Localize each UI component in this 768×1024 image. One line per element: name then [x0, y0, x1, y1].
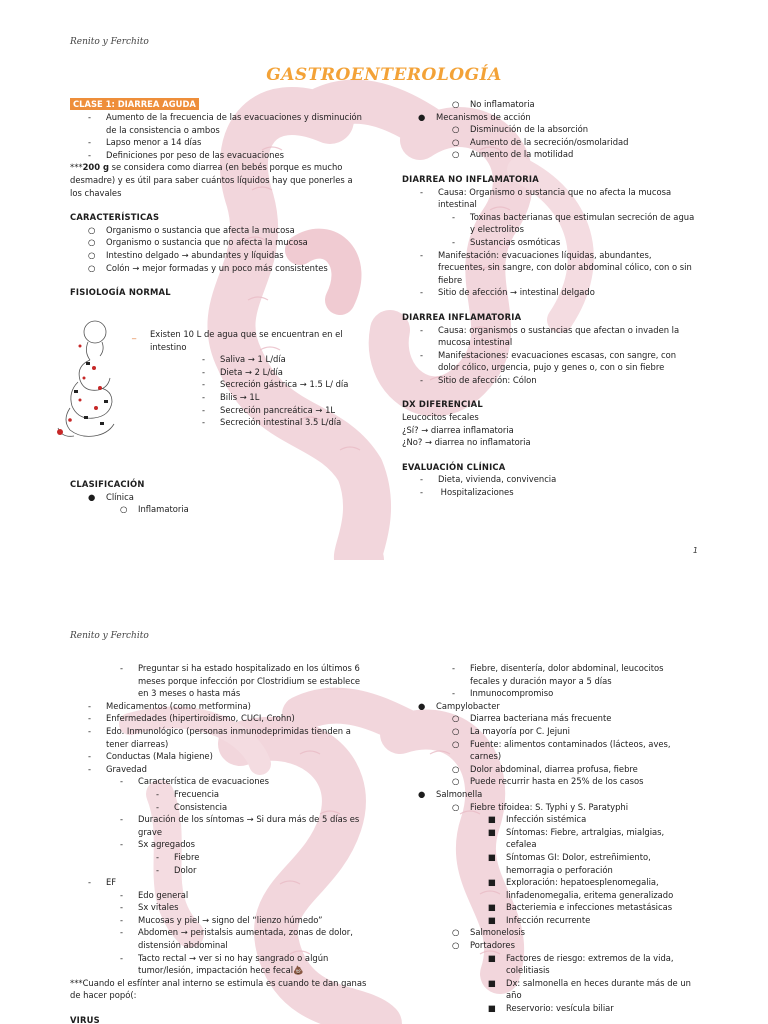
page-header: Renito y Ferchito	[70, 631, 149, 641]
list-item: Salmonelosis	[470, 927, 526, 938]
list-item: Tacto rectal → ver si no hay sangrado o algún	[138, 952, 329, 963]
list-item: Característica de evacuaciones	[138, 776, 270, 787]
list-item: Bacteriemia e infecciones metastásicas	[506, 902, 673, 913]
fisiologia-block: _ Existen 10 L de agua que se encuentran en el intestino - Saliva → 1 L/día - Dieta → 2 L/día - Secreción gástrica → 1.5 L/ día - Bilis → 1L - Secreción pancreática → 1L - Secreción intestinal 3.5 L/día	[132, 329, 349, 428]
dx-line: ¿No? → diarrea no inflamatoria	[402, 437, 531, 448]
list-item: Medicamentos (como metformina)	[106, 700, 251, 711]
list-item: Sitio de afección: Cólon	[438, 374, 537, 385]
list-item: Abdomen → peristalsis aumentada, zonas de dolor,	[138, 927, 353, 938]
list-item: Dolor abdominal, diarrea profusa, fiebre	[470, 763, 638, 774]
list-item: Organismo o sustancia que no afecta la mucosa	[106, 237, 308, 248]
list-item: Infección sistémica	[506, 814, 587, 825]
list-item: Infección recurrente	[506, 914, 591, 925]
list-item: No inflamatoria	[470, 99, 535, 109]
list-item: Inflamatoria	[138, 504, 189, 515]
section-heading: DX DIFERENCIAL	[402, 399, 483, 410]
list-item: Consistencia	[174, 801, 228, 812]
note-line: se considera como diarrea (en bebés porque es mucho	[108, 162, 343, 173]
list-item: Toxinas bacterianas que estimulan secreción de agua	[470, 211, 695, 222]
list-item: Gravedad	[106, 763, 147, 774]
list-item: Síntomas GI: Dolor, estreñimiento,	[506, 851, 651, 862]
left-column-p2: - Preguntar si ha estado hospitalizado en los últimos 6 meses porque infección por Clostridium se establece en 3 meses o hasta más - Medicamentos (como metformina) - Enfermedades (hipertiroidismo, CUCI, Crohn) - Edo. Inmunológico (personas inmunodeprimidas tienden a tener diarreas) - Conductas (Mala higiene) - Gravedad - Característica de evacuaciones - Frecuencia - Consistencia - Duración de los síntomas → Si dura más de 5 días es grave - Sx agregados - Fiebre - Dolor - EF - Edo general - Sx vitales - Mucosas y piel → signo del “lienzo húmedo” - Abdomen → peristalsis aumentada, zonas de dolor, distensión abdominal - Tacto rectal → ver si no hay sangrado o algún tumor/lesión, impactación hece fecal💩 ***Cuando el esfínter anal interno se estimula es cuando te dan ganas de hacer popó(: VIRUS	[70, 662, 380, 1024]
list-item: Sx agregados	[138, 839, 196, 850]
list-item: Clínica	[106, 491, 134, 502]
list-item: Organismo o sustancia que afecta la mucosa	[106, 224, 295, 235]
fluid-item: Secreción gástrica → 1.5 L/ día	[220, 379, 349, 390]
list-item: Preguntar si ha estado hospitalizado en los últimos 6	[138, 663, 360, 673]
list-item: Portadores	[470, 940, 515, 951]
list-item: Colón → mejor formadas y un poco más consistentes	[106, 262, 328, 273]
list-item: Manifestaciones: evacuaciones escasas, con sangre, con	[438, 349, 677, 360]
section-heading: DIARREA INFLAMATORIA	[402, 311, 522, 322]
clasificacion-block: CLASIFICACIÓN ● Clínica ○ Inflamatoria	[70, 478, 370, 516]
list-item: Mecanismos de acción	[436, 111, 531, 122]
list-item: Frecuencia	[174, 788, 220, 799]
list-item: Causa: Organismo o sustancia que no afecta la mucosa	[438, 186, 672, 197]
list-item: Enfermedades (hipertiroidismo, CUCI, Crohn)	[106, 713, 295, 724]
list-item: Conductas (Mala higiene)	[106, 751, 213, 762]
document-title: GASTROENTEROLOGÍA	[266, 65, 502, 85]
list-item: Disminución de la absorción	[470, 124, 589, 135]
page-number: 1	[692, 546, 698, 555]
list-item: Edo general	[138, 889, 189, 900]
list-item: Fiebre	[174, 851, 200, 862]
list-item: Dx: salmonella en heces durante más de un	[506, 977, 691, 988]
list-item: Dolor	[174, 864, 197, 875]
list-item: Intestino delgado → abundantes y líquidas	[106, 249, 284, 260]
note-bold: 200 g	[82, 162, 109, 173]
list-item: Exploración: hepatoesplenomegalia,	[506, 877, 659, 888]
fisiologia-text: intestino	[150, 341, 187, 352]
dx-line: Leucocitos fecales	[402, 412, 479, 423]
note-line: de hacer popó(:	[70, 990, 137, 1001]
list-item: Fiebre tifoidea: S. Typhi y S. Paratyphi	[470, 801, 629, 812]
fluid-item: Secreción intestinal 3.5 L/día	[220, 417, 342, 428]
list-item: Duración de los síntomas → Si dura más de 5 días es	[138, 814, 360, 825]
dx-line: ¿Sí? → diarrea inflamatoria	[402, 424, 514, 435]
list-item: Factores de riesgo: extremos de la vida,	[506, 952, 674, 963]
list-item: Dieta, vivienda, convivencia	[438, 474, 557, 485]
digestive-system-illustration	[50, 316, 130, 441]
section-heading: CARACTERÍSTICAS	[70, 212, 160, 223]
right-column-p2: - Fiebre, disentería, dolor abdominal, leucocitos fecales y duración mayor a 5 días - Inmunocompromiso ● Campylobacter ○ Diarrea bacteriana más frecuente ○ La mayoría por C. Jejuni ○ Fuente: alimentos contaminados (lácteos, aves, carnes) ○ Dolor abdominal, diarrea profusa, fiebre ○ Puede recurrir hasta en 25% de los casos ● Salmonella ○ Fiebre tifoidea: S. Typhi y S. Paratyphi ■ Infección sistémica ■ Síntomas: Fiebre, artralgias, mialgias, cefalea ■ Síntomas GI: Dolor, estreñimiento, hemorragia o perforación ■ Exploración: hepatoesplenomegalia, linfadenomegalia, eritema generalizado ■ Bacteriemia e infecciones metastásicas ■ Infección recurrente ○ Salmonelosis ○ Portadores ■ Factores de riesgo: extremos de la vida, colelitiasis ■ Dx: salmonella en heces durante más de un año ■ Reservorio: vesícula biliar	[418, 663, 691, 1014]
fluid-item: Secreción pancreática → 1L	[220, 404, 336, 415]
list-item: Síntomas: Fiebre, artralgias, mialgias,	[506, 826, 665, 837]
list-item: Reservorio: vesícula biliar	[506, 1003, 614, 1014]
right-column-p1: ○ No inflamatoria ● Mecanismos de acción ○ Disminución de la absorción ○ Aumento de la secreción/osmolaridad ○ Aumento de la motilidad DIARREA NO INFLAMATORIA - Causa: Organismo o sustancia que no afecta la mucosa intestinal - Toxinas bacterianas que estimulan secreción de agua y electrolitos - Sustancias osmóticas - Manifestación: evacuaciones líquidas, abundantes, frecuentes, sin sangre, con dolor abdominal cólico, con o sin fiebre - Sitio de afección → intestinal delgado DIARREA INFLAMATORIA - Causa: organismos o sustancias que afectan o invaden la mucosa intestinal - Manifestaciones: evacuaciones escasas, con sangre, con dolor cólico, urgencia, pujo y genes o, con o sin fiebre - Sitio de afección: Cólon DX DIFERENCIAL Leucocitos fecales ¿Sí? → diarrea inflamatoria ¿No? → diarrea no inflamatoria EVALUACIÓN CLÍNICA - Dieta, vivienda, convivencia - Hospitalizaciones	[402, 98, 712, 499]
list-item: EF	[106, 877, 117, 888]
list-item: Causa: organismos o sustancias que afectan o invaden la	[438, 324, 680, 335]
fluid-item: Saliva → 1 L/día	[220, 354, 286, 365]
section-heading: EVALUACIÓN CLÍNICA	[402, 461, 506, 472]
note-line: ***Cuando el esfínter anal interno se estimula es cuando te dan ganas	[70, 977, 367, 988]
list-item: La mayoría por C. Jejuni	[470, 725, 571, 736]
list-item: Aumento de la motilidad	[470, 149, 574, 160]
left-column-p1: CLASE 1: DIARREA AGUDA - Aumento de la frecuencia de las evacuaciones y disminución de la consistencia o ambos - Lapso menor a 14 días - Definiciones por peso de las evacuaciones ***200 g se considera como diarrea (en bebés porque es mucho desmadre) y es útil para saber cuántos líquidos hay que ponerles a los chavales CARACTERÍSTICAS ○ Organismo o sustancia que afecta la mucosa ○ Organismo o sustancia que no afecta la mucosa ○ Intestino delgado → abundantes y líquidas ○ Colón → mejor formadas y un poco más consistentes FISIOLOGÍA NORMAL	[70, 98, 370, 299]
fluid-item: Bilis → 1L	[220, 391, 260, 402]
definition-line: Lapso menor a 14 días	[106, 137, 202, 148]
class-heading: CLASE 1: DIARREA AGUDA	[70, 98, 199, 110]
note-line: desmadre) y es útil para saber cuántos líquidos hay que ponerles a	[70, 174, 353, 185]
list-item: Edo. Inmunológico (personas inmunodeprimidas tienden a	[106, 725, 351, 736]
note-line: los chavales	[70, 187, 122, 198]
section-heading: FISIOLOGÍA NORMAL	[70, 287, 171, 298]
section-heading: VIRUS	[70, 1015, 100, 1024]
fluid-item: Dieta → 2 L/día	[220, 366, 283, 377]
list-item: Salmonella	[436, 788, 483, 799]
list-item: Inmunocompromiso	[470, 688, 554, 699]
page-2	[0, 594, 768, 1024]
list-item: Fuente: alimentos contaminados (lácteos, aves,	[470, 738, 671, 749]
list-item: Aumento de la secreción/osmolaridad	[470, 136, 629, 147]
list-item: Fiebre, disentería, dolor abdominal, leucocitos	[470, 663, 664, 673]
definition-line: Aumento de la frecuencia de las evacuaciones y disminución	[106, 112, 362, 122]
definition-line: Definiciones por peso de las evacuaciones	[106, 149, 284, 160]
list-item: Manifestación: evacuaciones líquidas, abundantes,	[438, 249, 652, 260]
page-header: Renito y Ferchito	[70, 37, 149, 47]
fisiologia-text: Existen 10 L de agua que se encuentran en el	[150, 329, 343, 339]
list-item: Diarrea bacteriana más frecuente	[470, 713, 612, 724]
list-item: Sitio de afección → intestinal delgado	[438, 287, 595, 298]
list-item: Hospitalizaciones	[438, 487, 514, 498]
list-item: Sx vitales	[138, 902, 179, 913]
list-item: Sustancias osmóticas	[470, 236, 561, 247]
list-item: Campylobacter	[436, 700, 500, 711]
list-item: Puede recurrir hasta en 25% de los casos	[470, 776, 644, 787]
list-item: Mucosas y piel → signo del “lienzo húmedo”	[138, 914, 323, 925]
definition-line: de la consistencia o ambos	[106, 124, 220, 135]
section-heading: DIARREA NO INFLAMATORIA	[402, 173, 539, 184]
section-heading: CLASIFICACIÓN	[70, 479, 145, 489]
